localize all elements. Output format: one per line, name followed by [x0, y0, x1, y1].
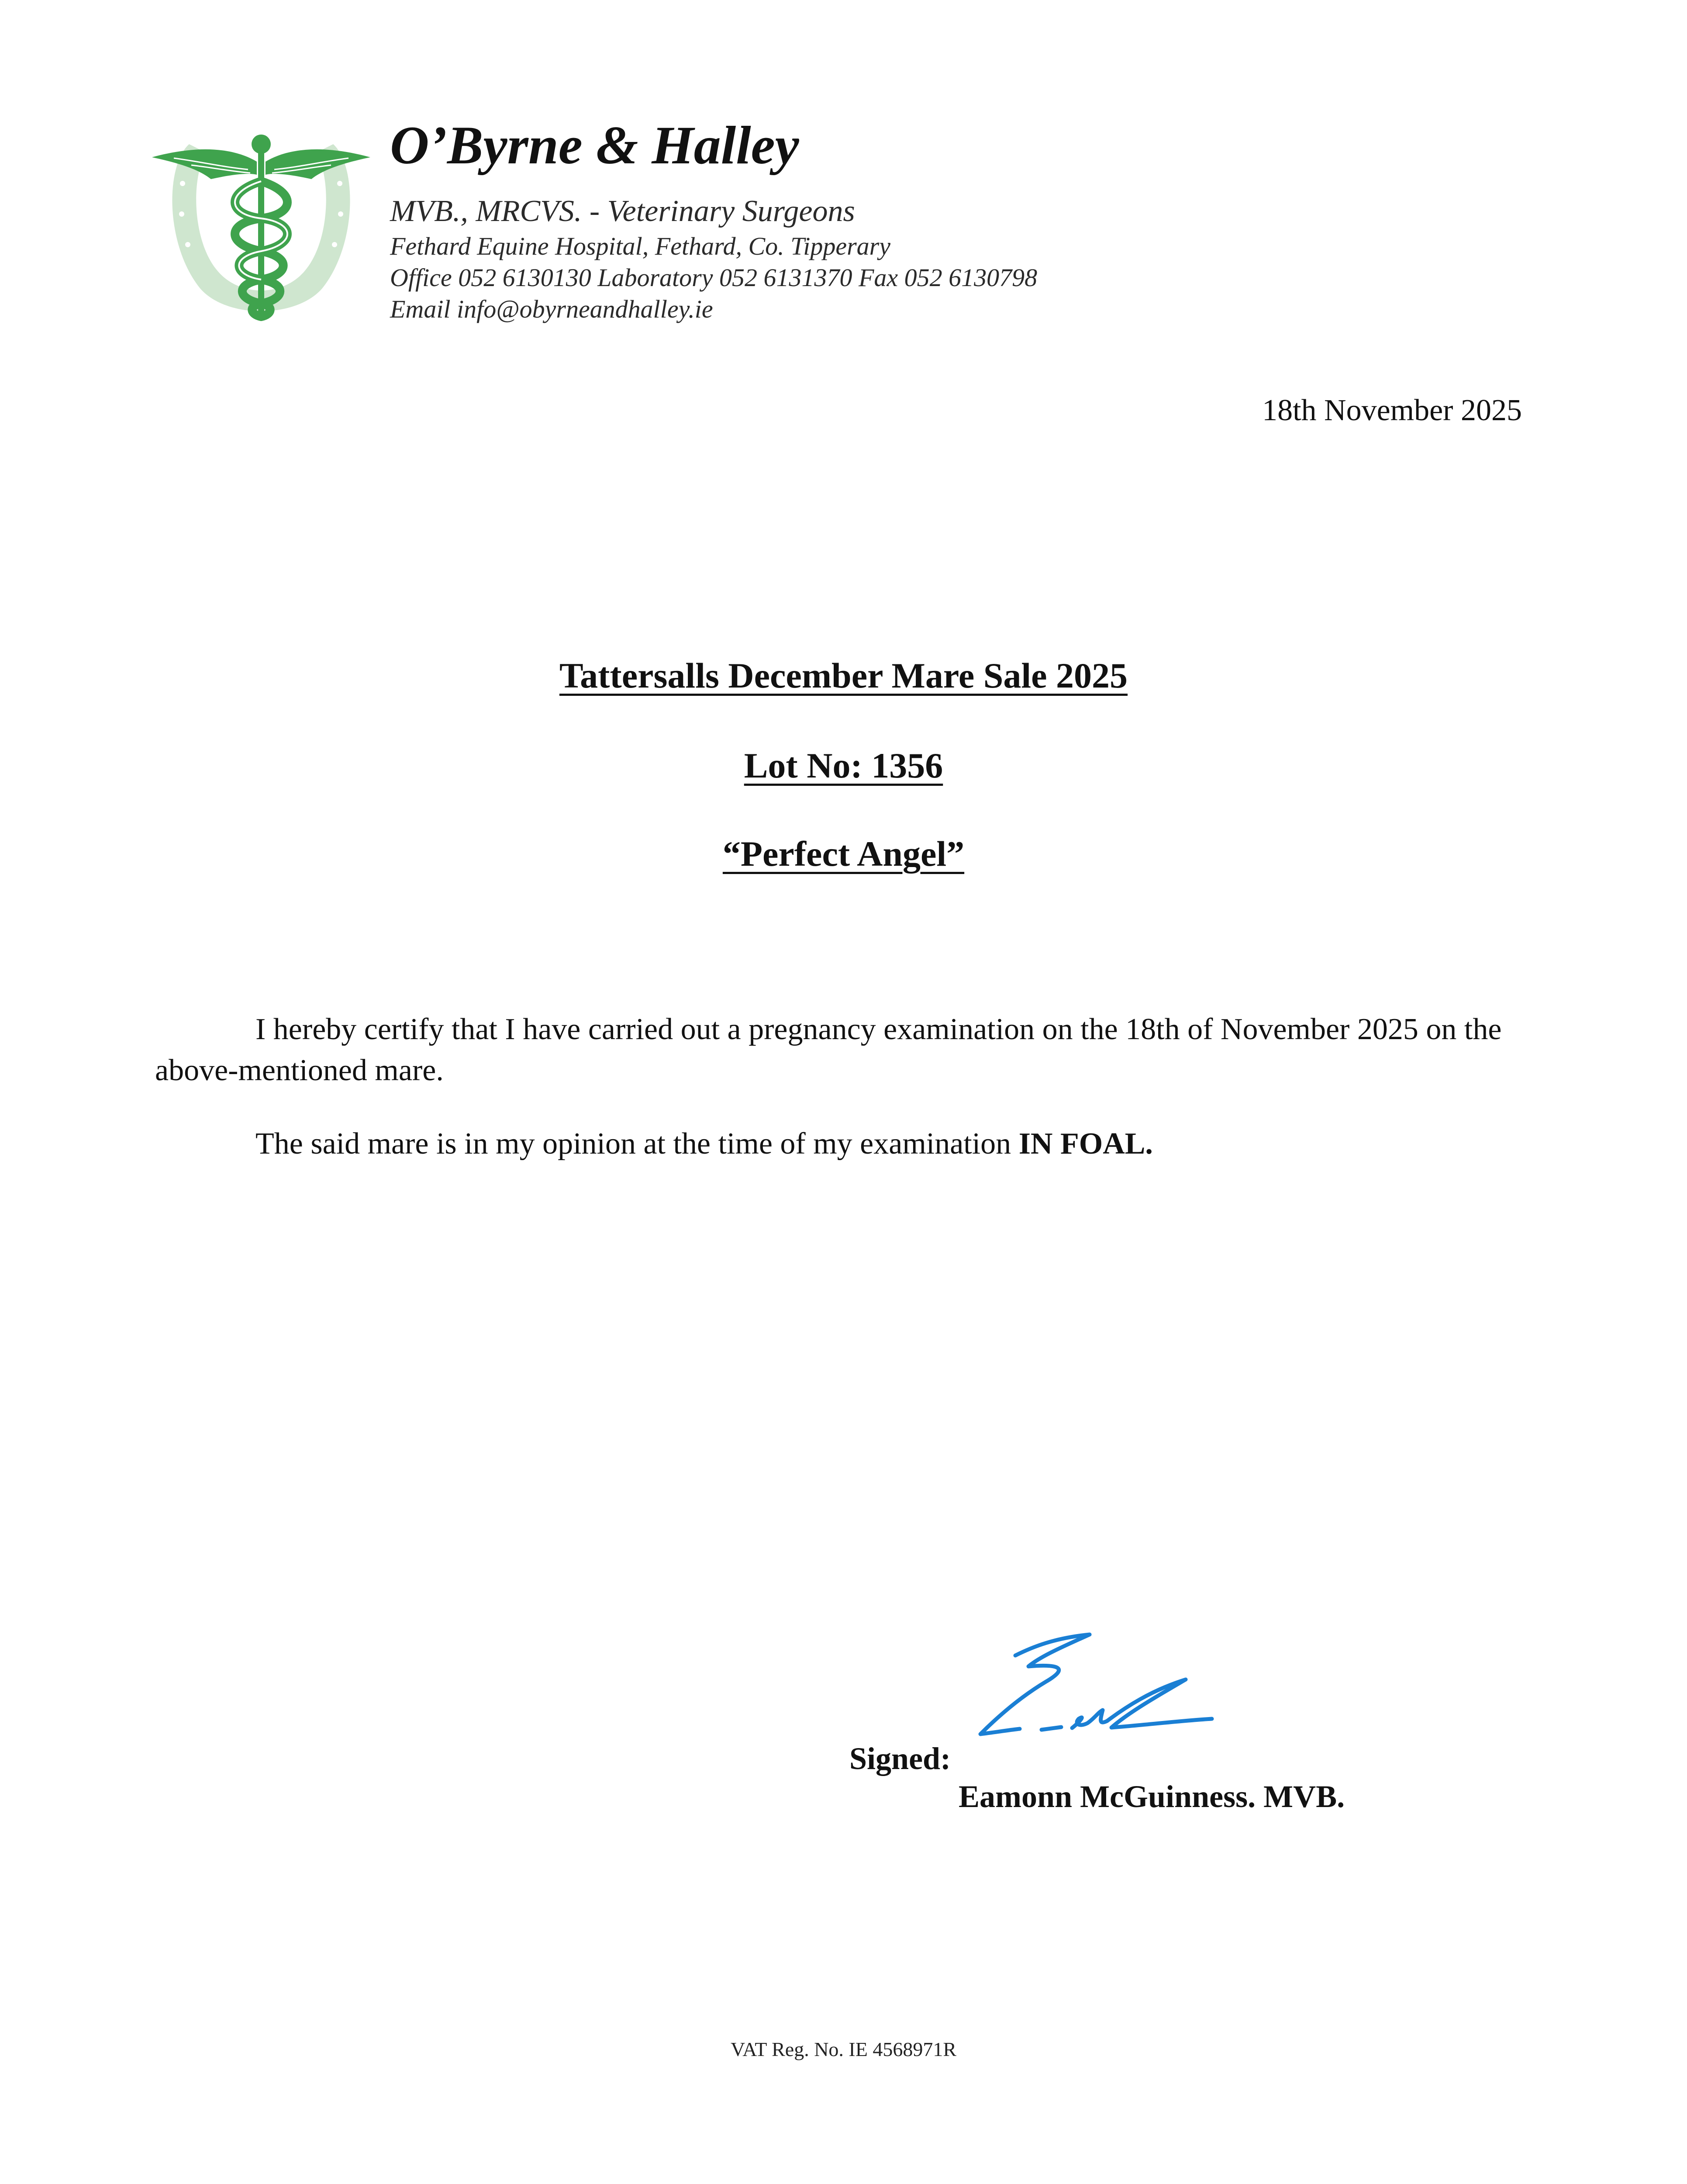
certification-paragraph: [155, 1009, 1518, 1091]
horse-name-heading: “Perfect Angel”: [722, 834, 965, 874]
letter-date: 18th November 2025: [1262, 394, 1522, 427]
vat-registration: VAT Reg. No. IE 4568971R: [730, 2038, 957, 2060]
handwritten-signature: [967, 1625, 1238, 1765]
firm-name: O’Byrne & Halley: [390, 115, 799, 175]
phone-line: Office 052 6130130 Laboratory 052 6131370 Fax 052 6130798: [390, 263, 1038, 292]
signer-name: Eamonn McGuinness. MVB.: [959, 1779, 1345, 1814]
lot-number-heading: Lot No: 1356: [744, 746, 943, 785]
address-line: Fethard Equine Hospital, Fethard, Co. Tipperary: [390, 232, 890, 260]
opinion-text: The said mare is in my opinion at the time of my examination: [255, 1127, 1019, 1161]
signed-label: Signed:: [849, 1741, 951, 1776]
pregnancy-result: IN FOAL.: [1018, 1127, 1153, 1161]
certification-text: I hereby certify that I have carried out a pregnancy examination on the 18th of November 2025 on the above-mentioned mare.: [155, 1013, 1502, 1087]
sale-heading: Tattersalls December Mare Sale 2025: [559, 656, 1128, 695]
qualifications-line: MVB., MRCVS. - Veterinary Surgeons: [390, 194, 855, 228]
email-line: Email info@obyrneandhalley.ie: [390, 295, 713, 323]
letterhead-details: [390, 192, 1037, 325]
caduceus-logo-icon: [148, 131, 375, 328]
opinion-paragraph: [155, 1123, 1518, 1165]
